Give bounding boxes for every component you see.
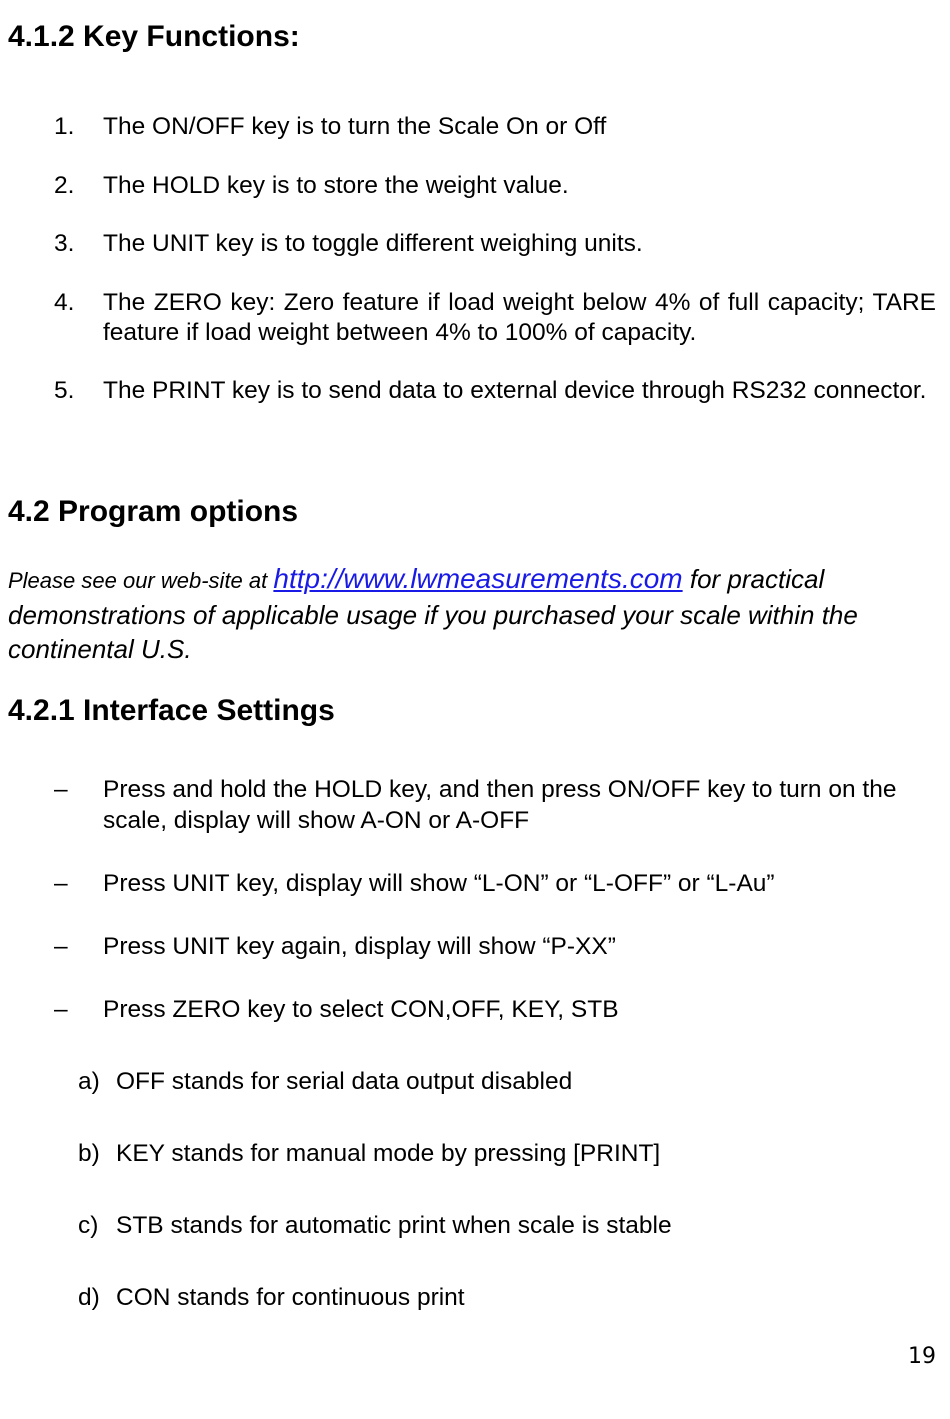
alpha-marker: b) bbox=[78, 1140, 100, 1167]
list-item-text: The ON/OFF key is to turn the Scale On or Off bbox=[103, 113, 607, 140]
alpha-marker: c) bbox=[78, 1212, 99, 1239]
list-item-text: The ZERO key: Zero feature if load weight below 4% of full capacity; TARE feature if load weight between 4% to 100% of capacity. bbox=[103, 289, 936, 346]
intro-prefix: Please see our web-site at bbox=[8, 568, 274, 593]
list-item-marker: 3. bbox=[54, 230, 75, 257]
dash-marker: – bbox=[54, 933, 68, 960]
intro-suffix: for practical demonstrations of applicable usage if you purchased your scale within the continental U.S. bbox=[8, 564, 858, 664]
program-options-intro bbox=[8, 562, 938, 666]
dash-marker: – bbox=[54, 996, 68, 1023]
website-link[interactable]: http://www.lwmeasurements.com bbox=[273, 563, 683, 594]
dash-marker: – bbox=[54, 870, 68, 897]
page-number: 19 bbox=[908, 1344, 936, 1369]
list-item-text: Press and hold the HOLD key, and then press ON/OFF key to turn on the scale, display will show A-ON or A-OFF bbox=[103, 776, 897, 834]
list-item-text: OFF stands for serial data output disabled bbox=[116, 1068, 573, 1095]
list-item bbox=[78, 1139, 660, 1169]
list-item bbox=[78, 1211, 672, 1241]
list-item-text: The UNIT key is to toggle different weighing units. bbox=[103, 230, 643, 257]
key-functions-heading: 4.1.2 Key Functions: bbox=[8, 20, 300, 53]
list-item-text: The PRINT key is to send data to external device through RS232 connector. bbox=[103, 377, 927, 404]
list-item-text: CON stands for continuous print bbox=[116, 1284, 465, 1311]
list-item-text: STB stands for automatic print when scale is stable bbox=[116, 1212, 672, 1239]
list-item-text: KEY stands for manual mode by pressing [PRINT] bbox=[116, 1140, 661, 1167]
list-item-marker: 2. bbox=[54, 172, 75, 199]
list-item-marker: 1. bbox=[54, 113, 75, 140]
program-options-heading: 4.2 Program options bbox=[8, 495, 299, 528]
list-item-text: Press UNIT key again, display will show “P-XX” bbox=[103, 933, 616, 960]
list-item-text: The HOLD key is to store the weight value. bbox=[103, 172, 569, 199]
alpha-marker: d) bbox=[78, 1284, 100, 1311]
alpha-marker: a) bbox=[78, 1068, 100, 1095]
list-item-marker: 4. bbox=[54, 289, 75, 316]
list-item-marker: 5. bbox=[54, 377, 75, 404]
list-item-text: Press UNIT key, display will show “L-ON” or “L-OFF” or “L-Au” bbox=[103, 870, 775, 897]
list-item bbox=[78, 1067, 572, 1097]
list-item-text: Press ZERO key to select CON,OFF, KEY, STB bbox=[103, 996, 619, 1023]
list-item bbox=[78, 1283, 465, 1313]
dash-marker: – bbox=[54, 776, 68, 803]
interface-settings-heading: 4.2.1 Interface Settings bbox=[8, 694, 335, 727]
